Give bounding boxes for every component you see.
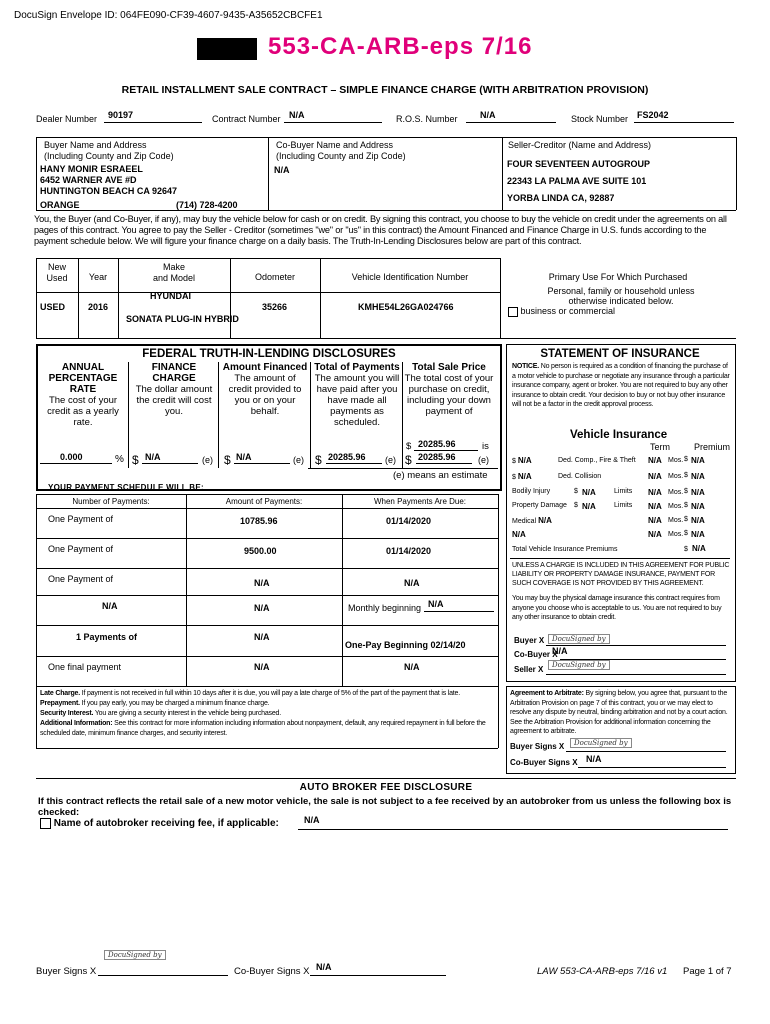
col-odometer: Odometer xyxy=(254,272,296,282)
buyer-phone: (714) 728-4200 xyxy=(176,200,238,210)
schedule-row-0-due: 01/14/2020 xyxy=(386,516,432,526)
af-dollar: $ xyxy=(224,453,231,467)
col-year: Year xyxy=(88,272,108,282)
estimate-note: (e) means an estimate xyxy=(393,470,488,481)
schedule-row-4-num: 1 Payments of xyxy=(76,632,138,642)
down-payment-is: is xyxy=(482,441,489,452)
dealer-number-label: Dealer Number xyxy=(36,114,98,124)
broker-text: If this contract reflects the retail sale of a new motor vehicle, the sale is not subject to a fee received by an autobroker from us unless the following box is checked: xyxy=(38,796,732,818)
apr-percent: % xyxy=(115,454,124,465)
ts-dollar: $ xyxy=(405,453,412,467)
contract-number-label: Contract Number xyxy=(212,114,281,124)
vehicle-odometer: 35266 xyxy=(262,302,288,312)
cobuyer-label: Co-Buyer Name and Address (Including County and Zip Code) xyxy=(276,140,406,161)
schedule-row-0-amt: 10785.96 xyxy=(240,516,278,526)
ins-row-3: Property Damage $ N/A Limits N/A Mos. $ N/A xyxy=(512,502,705,511)
tp-e: (e) xyxy=(385,455,396,465)
ins-seller-signature: DocuSigned by xyxy=(548,660,610,670)
ins-buyer-signature: DocuSigned by xyxy=(548,634,610,644)
broker-name-row[interactable] xyxy=(40,818,279,829)
total-payments-cell: Total of Payments The amount you will have paid after you have made all payments as scheduled. xyxy=(314,362,400,428)
vehicle-make: HYUNDAI xyxy=(150,291,192,301)
footer-cobuyer-value: N/A xyxy=(316,962,332,972)
seller-address: FOUR SEVENTEEN AUTOGROUP 22343 LA PALMA AVE SUITE 101 YORBA LINDA CA, 92887 xyxy=(507,159,651,203)
schedule-h-num: Number of Payments: xyxy=(72,497,150,506)
schedule-row-3-amt: N/A xyxy=(254,603,270,613)
total-sale-price-cell: Total Sale Price The total cost of your purchase on credit, including your down payment of xyxy=(404,362,494,417)
vehicle-vin: KMHE54L26GA024766 xyxy=(358,302,454,312)
af-e: (e) xyxy=(293,455,304,465)
redaction-block xyxy=(197,38,257,60)
schedule-row-2-amt: N/A xyxy=(254,578,270,588)
insurance-notice: NOTICE. No person is required as a condition of financing the purchase of a motor vehicle to purchase or negotiate any insurance through a particular insurance company, agent or broker. You are not required to buy any other insurance to obtain credit. Your decision to buy or not buy other insurance will not be a factor in the credit approval process. xyxy=(512,363,730,408)
buyer-label: Buyer Name and Address (Including County and Zip Code) xyxy=(44,140,174,161)
premium-label: Premium xyxy=(694,442,731,452)
down-payment-value: 20285.96 xyxy=(418,439,456,449)
ins-total: Total Vehicle Insurance Premiums $ N/A xyxy=(512,544,706,553)
schedule-row-3-num: N/A xyxy=(102,601,118,611)
fc-e: (e) xyxy=(202,455,213,465)
ins-row-5: N/A N/A Mos. $ N/A xyxy=(512,530,705,539)
stock-number-label: Stock Number xyxy=(571,114,629,124)
ins-row-1: $ N/A Ded. Collision N/A Mos. $ N/A xyxy=(512,472,705,481)
schedule-row-2-num: One Payment of xyxy=(48,574,114,584)
insurance-title: STATEMENT OF INSURANCE xyxy=(540,348,700,360)
insurance-unless: UNLESS A CHARGE IS INCLUDED IN THIS AGREEMENT FOR PUBLIC LIABILITY OR PROPERTY DAMAGE INSURANCE, PAYMENT FOR SUCH COVERAGE IS NOT PROVIDED BY THIS AGREEMENT. xyxy=(512,562,730,587)
vehicle-year: 2016 xyxy=(88,302,109,312)
use-business-label: business or commercial xyxy=(520,306,616,316)
apr-value: 0.000 xyxy=(60,452,83,462)
col-vin: Vehicle Identification Number xyxy=(351,272,469,282)
ts-value: 20285.96 xyxy=(418,452,456,462)
stock-number-value: FS2042 xyxy=(637,110,669,120)
footer-page: Page 1 of 7 xyxy=(683,966,732,977)
arbitration-text: Agreement to Arbitrate: By signing below, you agree that, pursuant to the Arbitration Provision on page 7 of this contract, you or we may elect to resolve any dispute by neutral, binding arbitration and not by a court action. See the Arbitration Provision for additional information concerning the agreement to arbitrate. xyxy=(510,690,728,735)
fc-value: N/A xyxy=(145,452,161,462)
apr-cell: ANNUAL PERCENTAGE RATE The cost of your credit as a yearly rate. xyxy=(47,362,119,428)
ins-row-2: Bodily Injury $ N/A Limits N/A Mos. $ N/A xyxy=(512,488,705,497)
col-new-used: New Used xyxy=(46,262,68,283)
buyer-address: HANY MONIR ESRAEEL 6452 WARNER AVE #D HUNTINGTON BEACH CA 92647 xyxy=(40,164,178,196)
ins-cobuyer-x[interactable]: Co-Buyer X xyxy=(514,650,558,659)
schedule-row-4-due: One-Pay Beginning 02/14/20 xyxy=(345,640,466,650)
ins-buyer-x[interactable]: Buyer X xyxy=(514,636,545,645)
ins-seller-x[interactable]: Seller X xyxy=(514,665,544,674)
envelope-id: DocuSign Envelope ID: 064FE090-CF39-4607-9435-A35652CBCFE1 xyxy=(14,10,323,21)
footer-cobuyer-signs[interactable]: Co-Buyer Signs X xyxy=(234,966,310,977)
schedule-row-4-amt: N/A xyxy=(254,632,270,642)
schedule-row-3-due: Monthly beginning xyxy=(348,603,422,613)
footer-buyer-signature: DocuSigned by xyxy=(104,950,166,960)
footer-form-id: LAW 553-CA-ARB-eps 7/16 v1 xyxy=(537,966,668,977)
intro-paragraph: You, the Buyer (and Co-Buyer, if any), may buy the vehicle below for cash or on credit. By signing this contract, you choose to buy the vehicle on credit under the agreements on all pages of this contract. You agree to pay the Seller - Creditor (sometimes "we" or "us" in this contract) the Amount Financed and Finance Charge in U.S. funds according to the payment schedule below. We will figure your finance charge on a daily basis. The Truth-In-Lending Disclosures below are part of this contract. xyxy=(34,214,727,246)
ins-row-4: Medical N/A N/A Mos. $ N/A xyxy=(512,516,705,525)
schedule-row-1-num: One Payment of xyxy=(48,544,114,554)
broker-checkbox[interactable] xyxy=(40,818,51,829)
vehicle-condition: USED xyxy=(40,302,66,312)
fc-dollar: $ xyxy=(132,453,139,467)
schedule-row-1-amt: 9500.00 xyxy=(244,546,277,556)
schedule-row-0-num: One Payment of xyxy=(48,514,114,524)
cobuyer-value: N/A xyxy=(274,165,290,175)
form-title: 553-CA-ARB-eps 7/16 xyxy=(268,33,533,60)
af-value: N/A xyxy=(236,452,252,462)
finance-charge-cell: FINANCE CHARGE The dollar amount the credit will cost you. xyxy=(135,362,213,417)
contract-title: RETAIL INSTALLMENT SALE CONTRACT – SIMPLE FINANCE CHARGE (WITH ARBITRATION PROVISION) xyxy=(121,84,649,96)
schedule-row-1-due: 01/14/2020 xyxy=(386,546,432,556)
schedule-row-2-due: N/A xyxy=(404,578,420,588)
amount-financed-cell: Amount Financed The amount of credit provided to you or on your behalf. xyxy=(222,362,308,417)
schedule-row-5-amt: N/A xyxy=(254,662,270,672)
schedule-row-3-due-value: N/A xyxy=(428,599,444,609)
broker-name-label: Name of autobroker receiving fee, if applicable: xyxy=(53,818,279,830)
schedule-row-5-due: N/A xyxy=(404,662,420,672)
contract-number-value: N/A xyxy=(289,110,305,120)
ros-number-label: R.O.S. Number xyxy=(396,114,458,124)
ts-e: (e) xyxy=(478,455,489,465)
arb-cobuyer-value: N/A xyxy=(586,754,602,764)
ros-number-value: N/A xyxy=(480,110,496,120)
arb-cobuyer-signs[interactable]: Co-Buyer Signs X xyxy=(510,758,578,767)
col-primary-use: Primary Use For Which Purchased xyxy=(548,272,688,282)
insurance-may-buy: You may buy the physical damage insurance this contract requires from anyone you choose who is acceptable to us. You are not required to buy any other insurance to obtain credit. xyxy=(512,595,722,621)
schedule-h-due: When Payments Are Due: xyxy=(373,497,467,506)
schedule-h-amt: Amount of Payments: xyxy=(225,497,303,506)
down-payment-dollar: $ xyxy=(406,441,412,452)
tp-dollar: $ xyxy=(315,453,322,467)
ins-row-0: $ N/A Ded. Comp., Fire & Theft N/A Mos. $ N/A xyxy=(512,456,705,465)
term-label: Term xyxy=(650,442,670,452)
til-title: FEDERAL TRUTH-IN-LENDING DISCLOSURES xyxy=(142,348,396,360)
business-checkbox[interactable] xyxy=(508,307,518,317)
fine-print: Late Charge. If payment is not received in full within 10 days after it is due, you will pay a late charge of 5% of the part of the payment that is late. Prepayment. If you pay early, you may be charged a minimum finance charge. Security Interest. You are giving a security interest in the vehicle being purchased. Additional Information: See this contract for more information including information about nonpayment, default, any required repayment in full before the scheduled date, minimum finance charges, and security interest. xyxy=(40,690,486,737)
broker-name-value: N/A xyxy=(304,815,320,825)
vehicle-model: SONATA PLUG-IN HYBRID xyxy=(126,314,239,324)
schedule-title: YOUR PAYMENT SCHEDULE WILL BE: xyxy=(48,483,204,492)
use-personal: Personal, family or household unless otherwise indicated below. xyxy=(547,286,695,306)
dealer-number-value: 90197 xyxy=(108,110,134,120)
buyer-county: ORANGE xyxy=(40,200,80,210)
seller-label: Seller-Creditor (Name and Address) xyxy=(508,140,652,150)
col-make-model: Make and Model xyxy=(152,262,196,283)
arb-buyer-signs[interactable]: Buyer Signs X xyxy=(510,742,565,751)
ins-cobuyer-value: N/A xyxy=(552,646,568,656)
footer-buyer-signs[interactable]: Buyer Signs X xyxy=(36,966,97,977)
arb-buyer-signature: DocuSigned by xyxy=(570,738,632,748)
use-business[interactable] xyxy=(508,306,615,317)
schedule-row-5-num: One final payment xyxy=(48,662,122,672)
vehicle-insurance-title: Vehicle Insurance xyxy=(570,429,668,441)
broker-title: AUTO BROKER FEE DISCLOSURE xyxy=(299,782,473,793)
tp-value: 20285.96 xyxy=(328,452,366,462)
